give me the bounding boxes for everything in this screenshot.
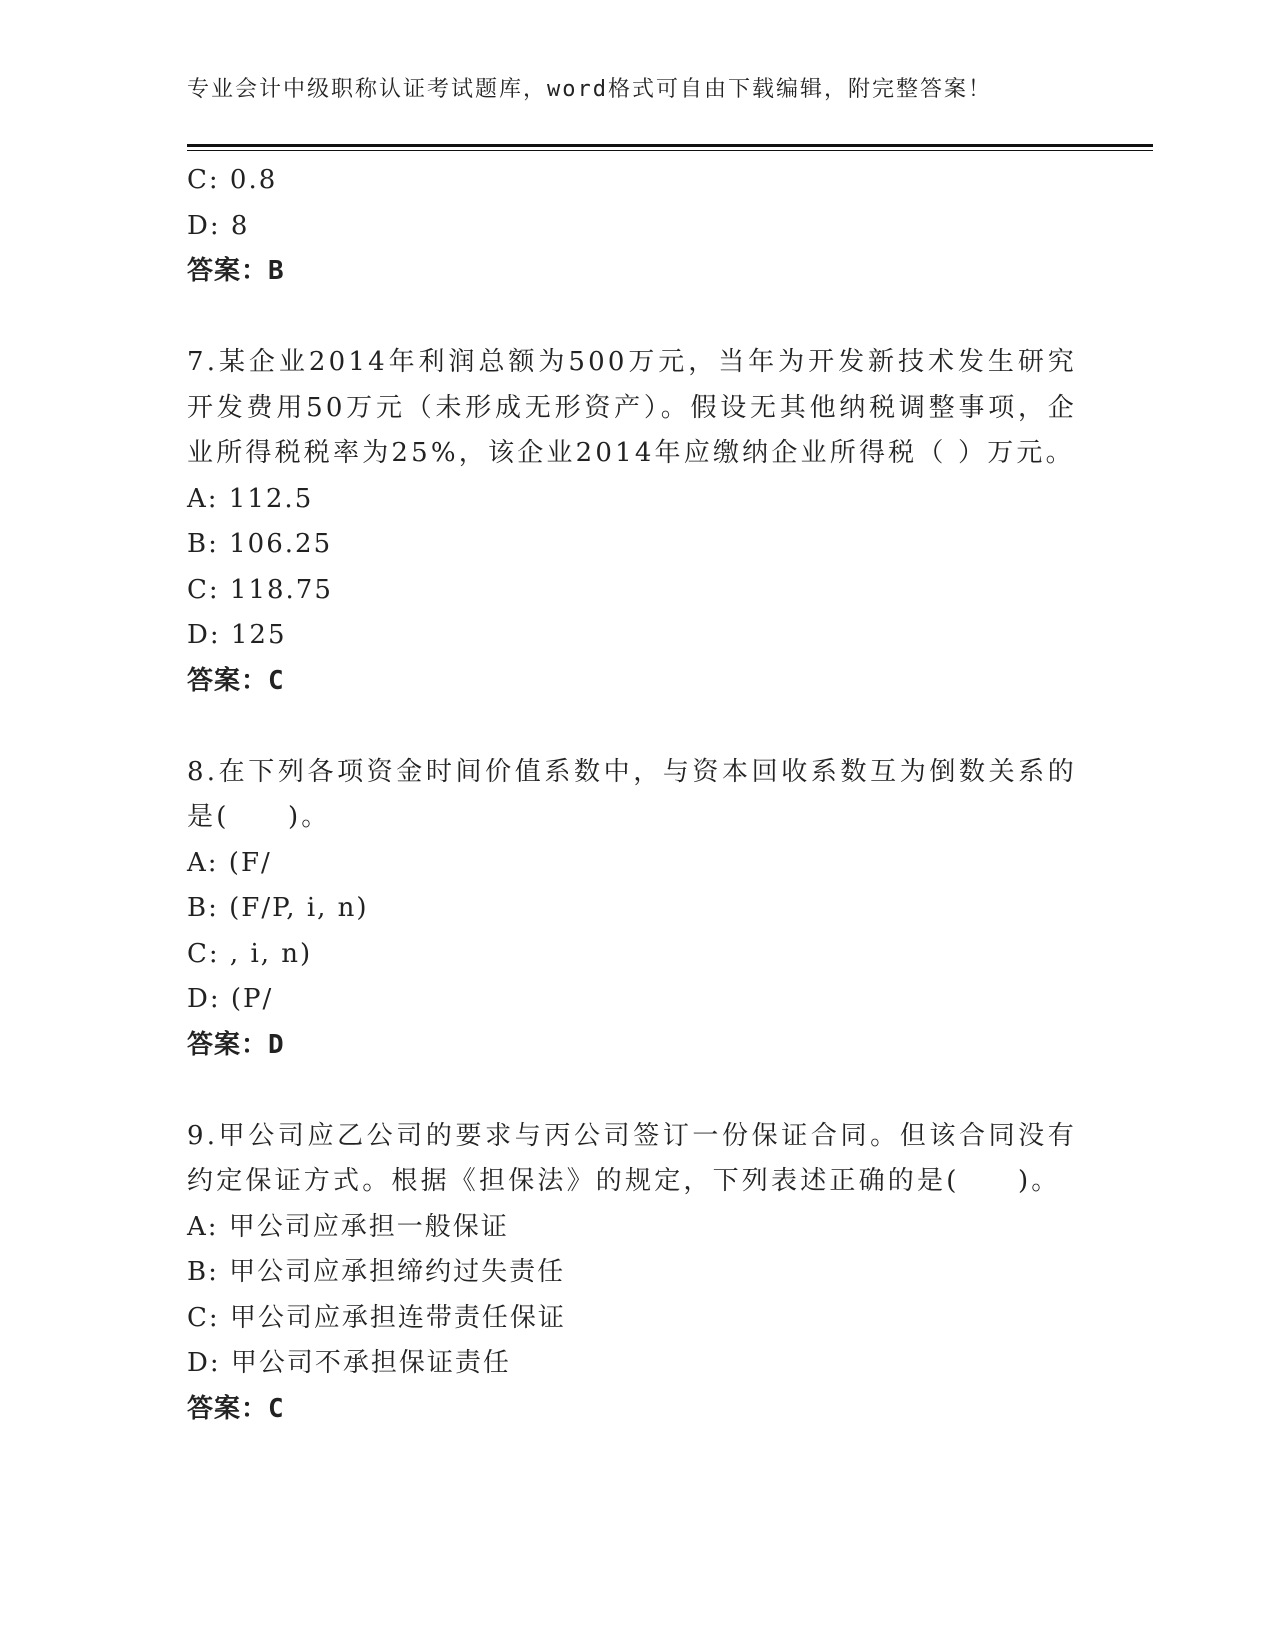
option-a: A: (F/ — [187, 847, 272, 878]
header-rule-thick — [187, 144, 1153, 147]
page-header: 专业会计中级职称认证考试题库，word格式可自由下载编辑，附完整答案！ — [187, 77, 992, 102]
option-c: C: 0.8 — [187, 165, 278, 195]
question-9 — [187, 1114, 1077, 1433]
question-stem: 9.甲公司应乙公司的要求与丙公司签订一份保证合同。但该合同没有约定保证方式。根据《担保法》的规定，下列表述正确的是( )。 — [187, 1120, 1077, 1196]
answer: 答案：B — [187, 256, 285, 286]
option-b: B: (F/P, i, n) — [187, 893, 369, 923]
option-c: C: 甲公司应承担连带责任保证 — [187, 1302, 566, 1333]
option-b: B: 106.25 — [187, 529, 333, 559]
answer: 答案：C — [187, 665, 285, 696]
option-d: D: 125 — [187, 620, 287, 650]
option-d: D: 甲公司不承担保证责任 — [187, 1348, 511, 1378]
question-8 — [187, 750, 1077, 1069]
question-7 — [187, 340, 1077, 704]
option-b: B: 甲公司应承担缔约过失责任 — [187, 1257, 566, 1287]
option-c: C: 118.75 — [187, 574, 333, 605]
question-list — [187, 158, 1077, 1432]
spacer — [187, 704, 1077, 750]
option-d: D: 8 — [187, 210, 250, 241]
question-stem: 7.某企业2014年利润总额为500万元，当年为开发新技术发生研究开发费用50万元（未形成无形资产）。假设无其他纳税调整事项，企业所得税税率为25%，该企业2014年应缴纳企业所得税（ ）万元。 — [187, 347, 1077, 468]
option-a: A: 甲公司应承担一般保证 — [187, 1211, 509, 1242]
header-rule-thin — [187, 150, 1153, 151]
question-6 — [187, 158, 1077, 295]
option-a: A: 112.5 — [187, 483, 314, 514]
option-c: C: , i, n) — [187, 938, 313, 969]
spacer — [187, 1068, 1077, 1114]
answer: 答案：C — [187, 1393, 285, 1424]
question-stem: 8.在下列各项资金时间价值系数中，与资本回收系数互为倒数关系的是( )。 — [187, 756, 1077, 832]
answer: 答案：D — [187, 1029, 285, 1060]
option-d: D: (P/ — [187, 984, 274, 1014]
spacer — [187, 295, 1077, 341]
